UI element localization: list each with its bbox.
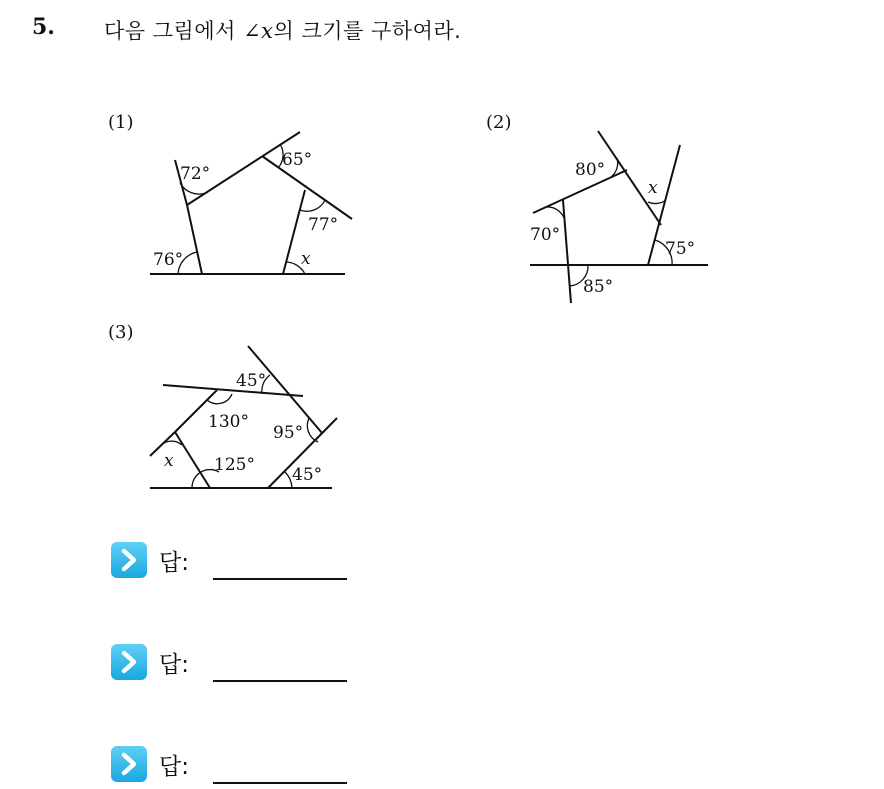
fig2-unknown-x: x xyxy=(648,178,658,198)
fig2-arc-x xyxy=(648,200,666,204)
fig2-angle-70: 70° xyxy=(530,225,561,245)
chevron-right-icon xyxy=(111,542,147,578)
fig3-unknown-x: x xyxy=(164,451,174,471)
answer-label: 답: xyxy=(159,652,189,678)
fig1-angle-65: 65° xyxy=(282,150,313,170)
fig2-angle-85: 85° xyxy=(583,277,614,297)
fig1-unknown-x: x xyxy=(301,249,311,269)
chevron-right-icon xyxy=(111,746,147,782)
answer-label: 답: xyxy=(159,754,189,780)
question-text-prefix: 다음 그림에서 xyxy=(104,19,244,43)
question-text-math: ∠x xyxy=(243,19,274,43)
fig3-angle-125: 125° xyxy=(214,455,255,475)
figure-1-label: (1) xyxy=(108,112,134,133)
figure-2 xyxy=(530,131,708,303)
fig3-angle-130: 130° xyxy=(208,412,249,432)
chevron-right-icon xyxy=(111,644,147,680)
fig1-angle-72: 72° xyxy=(180,164,211,184)
question-text-suffix: 의 크기를 구하여라. xyxy=(273,19,462,43)
fig3-angle-45-top: 45° xyxy=(236,371,267,391)
answer-blank[interactable] xyxy=(213,578,347,580)
fig2-angle-80: 80° xyxy=(575,160,606,180)
figure-3 xyxy=(150,346,337,488)
question-number: 5. xyxy=(32,14,55,40)
fig2-angle-75: 75° xyxy=(665,239,696,259)
fig1-angle-76: 76° xyxy=(153,250,184,270)
fig1-angle-77: 77° xyxy=(308,215,339,235)
figure-3-label: (3) xyxy=(108,322,134,343)
figure-2-label: (2) xyxy=(486,112,512,133)
fig3-angle-45-bottom: 45° xyxy=(292,465,323,485)
fig1-edge xyxy=(187,205,202,274)
answer-blank[interactable] xyxy=(213,782,347,784)
fig3-edge xyxy=(175,432,210,488)
answer-label: 답: xyxy=(159,550,189,576)
fig2-arc-70 xyxy=(546,207,564,218)
fig1-arc-77 xyxy=(300,200,325,211)
fig2-edge xyxy=(563,200,571,303)
answer-blank[interactable] xyxy=(213,680,347,682)
fig3-arc-x xyxy=(164,441,182,445)
fig3-angle-95: 95° xyxy=(273,423,304,443)
figure-1 xyxy=(150,132,352,274)
fig3-arc-45-bottom xyxy=(285,472,292,488)
